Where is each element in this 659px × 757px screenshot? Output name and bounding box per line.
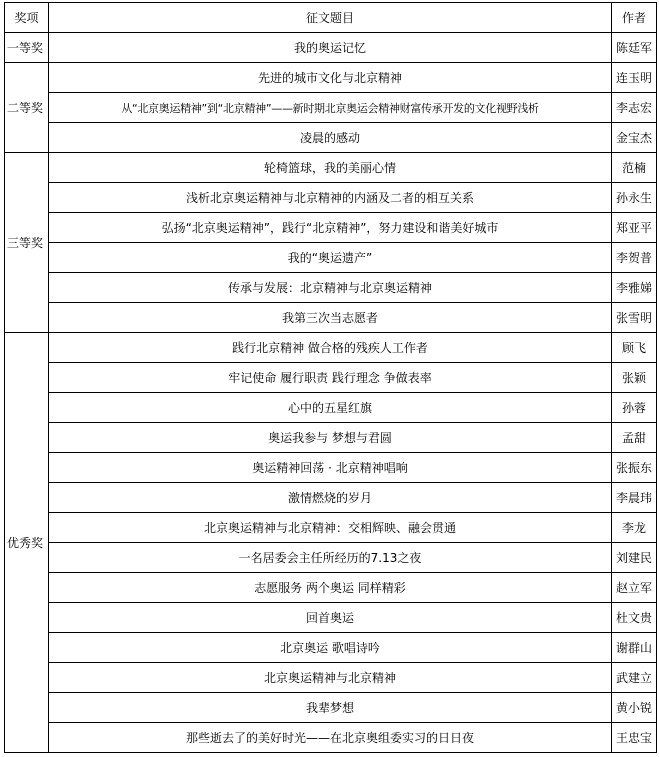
- table-row: [5, 63, 657, 93]
- table-row: [5, 363, 657, 393]
- essay-title: 北京奥运 歌唱诗吟: [49, 633, 612, 663]
- author-name: 李龙: [612, 513, 657, 543]
- header-author: 作者: [612, 3, 657, 33]
- essay-title: 那些逝去了的美好时光——在北京奥组委实习的日日夜: [49, 723, 612, 753]
- author-name: 范楠: [612, 153, 657, 183]
- essay-title: 我辈梦想: [49, 693, 612, 723]
- author-name: 李晨玮: [612, 483, 657, 513]
- author-name: 刘建民: [612, 543, 657, 573]
- table-row: [5, 513, 657, 543]
- author-name: 杜文贵: [612, 603, 657, 633]
- table-row: [5, 33, 657, 63]
- essay-title: 先进的城市文化与北京精神: [49, 63, 612, 93]
- table-row: [5, 543, 657, 573]
- award-category: 一等奖: [5, 33, 49, 63]
- header-row: [5, 3, 657, 33]
- essay-title: 志愿服务 两个奥运 同样精彩: [49, 573, 612, 603]
- table-row: [5, 123, 657, 153]
- table-row: [5, 633, 657, 663]
- essay-title: 牢记使命 履行职责 践行理念 争做表率: [49, 363, 612, 393]
- award-category: 二等奖: [5, 63, 49, 153]
- table-row: [5, 573, 657, 603]
- author-name: 张振东: [612, 453, 657, 483]
- essay-title: 我的“奥运遗产”: [49, 243, 612, 273]
- essay-title: 践行北京精神 做合格的残疾人工作者: [49, 333, 612, 363]
- table-row: [5, 603, 657, 633]
- table-row: [5, 243, 657, 273]
- essay-title: 一名居委会主任所经历的7.13之夜: [49, 543, 612, 573]
- award-category: 三等奖: [5, 153, 49, 333]
- award-category: 优秀奖: [5, 333, 49, 753]
- author-name: 孙蓉: [612, 393, 657, 423]
- author-name: 孟甜: [612, 423, 657, 453]
- author-name: 赵立军: [612, 573, 657, 603]
- table-row: [5, 663, 657, 693]
- table-row: [5, 693, 657, 723]
- author-name: 郑亚平: [612, 213, 657, 243]
- essay-title: 激情燃烧的岁月: [49, 483, 612, 513]
- essay-title: 浅析北京奥运精神与北京精神的内涵及二者的相互关系: [49, 183, 612, 213]
- author-name: 李贺普: [612, 243, 657, 273]
- essay-title: 回首奥运: [49, 603, 612, 633]
- table-row: [5, 723, 657, 753]
- author-name: 张颖: [612, 363, 657, 393]
- essay-title: 凌晨的感动: [49, 123, 612, 153]
- author-name: 连玉明: [612, 63, 657, 93]
- table-row: [5, 183, 657, 213]
- table-row: [5, 213, 657, 243]
- essay-title: 北京奥运精神与北京精神：交相辉映、融会贯通: [49, 513, 612, 543]
- essay-title: 我的奥运记忆: [49, 33, 612, 63]
- author-name: 谢群山: [612, 633, 657, 663]
- essay-title: 弘扬“北京奥运精神”，践行“北京精神”，努力建设和谐美好城市: [49, 213, 612, 243]
- header-category: 奖项: [5, 3, 49, 33]
- author-name: 陈廷军: [612, 33, 657, 63]
- essay-title: 奥运精神回荡 · 北京精神唱响: [49, 453, 612, 483]
- author-name: 李志宏: [612, 93, 657, 123]
- table-row: [5, 153, 657, 183]
- author-name: 张雪明: [612, 303, 657, 333]
- author-name: 武建立: [612, 663, 657, 693]
- author-name: 王忠宝: [612, 723, 657, 753]
- essay-title: 从“北京奥运精神”到“北京精神”——新时期北京奥运会精神财富传承开发的文化视野浅析: [49, 93, 612, 123]
- table-row: [5, 333, 657, 363]
- table-row: [5, 453, 657, 483]
- header-title: 征文题目: [49, 3, 612, 33]
- essay-title: 心中的五星红旗: [49, 393, 612, 423]
- table-row: [5, 303, 657, 333]
- author-name: 李雅娣: [612, 273, 657, 303]
- author-name: 黄小锐: [612, 693, 657, 723]
- essay-title: 我第三次当志愿者: [49, 303, 612, 333]
- essay-title: 北京奥运精神与北京精神: [49, 663, 612, 693]
- author-name: 孙永生: [612, 183, 657, 213]
- author-name: 顾飞: [612, 333, 657, 363]
- awards-table: [4, 2, 657, 753]
- essay-title: 传承与发展：北京精神与北京奥运精神: [49, 273, 612, 303]
- table-row: [5, 93, 657, 123]
- table-body: [5, 33, 657, 753]
- essay-title: 奥运我参与 梦想与君圆: [49, 423, 612, 453]
- table-header: [5, 3, 657, 33]
- author-name: 金宝杰: [612, 123, 657, 153]
- table-row: [5, 273, 657, 303]
- table-row: [5, 483, 657, 513]
- essay-title: 轮椅篮球，我的美丽心情: [49, 153, 612, 183]
- table-row: [5, 393, 657, 423]
- table-row: [5, 423, 657, 453]
